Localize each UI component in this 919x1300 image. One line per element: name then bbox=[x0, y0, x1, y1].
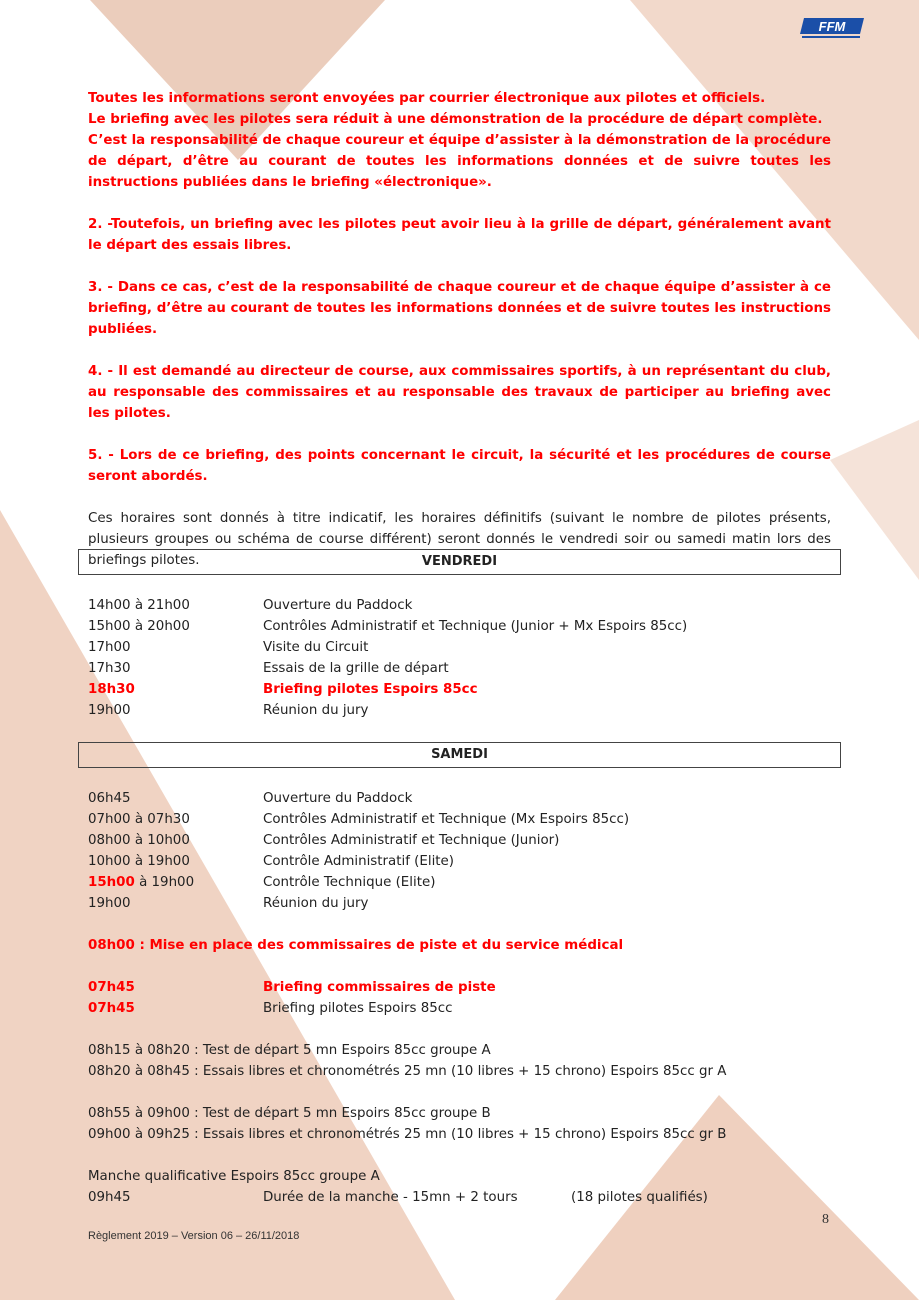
paragraph-2: 2. -Toutefois, un briefing avec les pilotes peut avoir lieu à la grille de départ, généralement avant le départ des essais libres. bbox=[88, 217, 831, 253]
schedule-row bbox=[88, 893, 831, 914]
schedule-row bbox=[88, 788, 831, 809]
schedule-row bbox=[88, 700, 831, 721]
row-time: 06h45 bbox=[88, 791, 131, 806]
ffm-logo bbox=[798, 16, 866, 40]
logo-text: FFM bbox=[818, 19, 846, 34]
row-time: 10h00 à 19h00 bbox=[88, 854, 190, 869]
row-desc: Réunion du jury bbox=[263, 896, 369, 911]
row-time: 17h30 bbox=[88, 661, 131, 676]
qualifier-title: Manche qualificative Espoirs 85cc groupe A bbox=[88, 1169, 380, 1184]
intro-line-2: Le briefing avec les pilotes sera réduit à une démonstration de la procédure de départ complète. bbox=[88, 112, 823, 127]
row-time bbox=[88, 872, 263, 893]
saturday-header: SAMEDI bbox=[78, 742, 841, 768]
row-desc: Contrôles Administratif et Technique (Junior) bbox=[263, 833, 560, 848]
schedule-row bbox=[88, 616, 831, 637]
row-time: 09h45 bbox=[88, 1190, 131, 1205]
row-time: 19h00 bbox=[88, 703, 131, 718]
group-a-practice: 08h20 à 08h45 : Essais libres et chronométrés 25 mn (10 libres + 15 chrono) Espoirs 85cc gr A bbox=[88, 1064, 727, 1079]
row-time: 07h45 bbox=[88, 980, 135, 995]
friday-schedule bbox=[88, 595, 831, 721]
row-time: 15h00 à 20h00 bbox=[88, 619, 190, 634]
schedule-row bbox=[88, 658, 831, 679]
schedule-row bbox=[88, 830, 831, 851]
row-desc: Durée de la manche - 15mn + 2 tours bbox=[263, 1190, 518, 1205]
friday-header: VENDREDI bbox=[78, 549, 841, 575]
row-desc: Briefing commissaires de piste bbox=[263, 980, 496, 995]
row-time: 17h00 bbox=[88, 640, 131, 655]
schedule-row-highlight bbox=[88, 679, 831, 700]
row-time: 07h00 à 07h30 bbox=[88, 812, 190, 827]
row-desc: Ouverture du Paddock bbox=[263, 791, 413, 806]
row-note: (18 pilotes qualifiés) bbox=[571, 1190, 708, 1205]
page-number: 8 bbox=[822, 1212, 829, 1227]
row-time: 08h00 à 10h00 bbox=[88, 833, 190, 848]
row-desc: Visite du Circuit bbox=[263, 640, 369, 655]
row-desc: Contrôle Technique (Elite) bbox=[263, 875, 436, 890]
row-desc: Contrôle Administratif (Elite) bbox=[263, 854, 455, 869]
group-a-start-test: 08h15 à 08h20 : Test de départ 5 mn Espoirs 85cc groupe A bbox=[88, 1043, 491, 1058]
schedule-row bbox=[88, 809, 831, 830]
paragraph-4: 4. - Il est demandé au directeur de course, aux commissaires sportifs, à un représentant du club, au responsable des commissaires et au responsable des travaux de participer au briefing avec les pilotes. bbox=[88, 364, 831, 421]
schedule-row-highlight bbox=[88, 977, 831, 998]
row-desc: Essais de la grille de départ bbox=[263, 661, 449, 676]
group-b-start-test: 08h55 à 09h00 : Test de départ 5 mn Espoirs 85cc groupe B bbox=[88, 1106, 491, 1121]
intro-line-3: C’est la responsabilité de chaque coureur et équipe d’assister à la démonstration de la procédure de départ, d’être au courant de toutes les informations données et de suivre toutes les instructions publiées dans le briefing «électronique». bbox=[88, 133, 831, 190]
row-desc: Ouverture du Paddock bbox=[263, 598, 413, 613]
row-time: 18h30 bbox=[88, 682, 135, 697]
row-desc: Briefing pilotes Espoirs 85cc bbox=[263, 682, 478, 697]
saturday-schedule bbox=[88, 788, 831, 1208]
row-time: 19h00 bbox=[88, 896, 131, 911]
row-time: 14h00 à 21h00 bbox=[88, 598, 190, 613]
row-desc: Réunion du jury bbox=[263, 703, 369, 718]
row-time-highlight: 15h00 bbox=[88, 875, 135, 890]
intro-line-1: Toutes les informations seront envoyées par courrier électronique aux pilotes et officiels. bbox=[88, 91, 766, 106]
row-desc: Contrôles Administratif et Technique (Mx Espoirs 85cc) bbox=[263, 812, 630, 827]
schedule-row bbox=[88, 998, 831, 1019]
row-desc: Briefing pilotes Espoirs 85cc bbox=[263, 1001, 453, 1016]
footer-text: Règlement 2019 – Version 06 – 26/11/2018 bbox=[88, 1230, 300, 1242]
row-time-rest: à 19h00 bbox=[134, 875, 195, 890]
group-b-practice: 09h00 à 09h25 : Essais libres et chronométrés 25 mn (10 libres + 15 chrono) Espoirs 85cc gr B bbox=[88, 1127, 727, 1142]
intro-section bbox=[88, 88, 831, 571]
setup-line: 08h00 : Mise en place des commissaires de piste et du service médical bbox=[88, 938, 624, 953]
schedule-row bbox=[88, 872, 831, 893]
row-desc: Contrôles Administratif et Technique (Junior + Mx Espoirs 85cc) bbox=[263, 619, 688, 634]
paragraph-3: 3. - Dans ce cas, c’est de la responsabilité de chaque coureur et de chaque équipe d’assister à ce briefing, d’être au courant de toutes les informations données et de suivre toutes les instructions publiées. bbox=[88, 280, 831, 337]
schedule-row bbox=[88, 851, 831, 872]
paragraph-5: 5. - Lors de ce briefing, des points concernant le circuit, la sécurité et les procédures de course seront abordés. bbox=[88, 448, 831, 484]
schedule-row bbox=[88, 595, 831, 616]
schedule-row bbox=[88, 637, 831, 658]
schedule-note: Ces horaires sont donnés à titre indicatif, les horaires définitifs (suivant le nombre de pilotes présents, plusieurs groupes ou schéma de course différent) seront donnés le vendredi soir ou samedi matin lors des briefings pilotes. bbox=[88, 511, 831, 568]
row-time: 07h45 bbox=[88, 1001, 135, 1016]
qualifier-row bbox=[88, 1187, 831, 1208]
